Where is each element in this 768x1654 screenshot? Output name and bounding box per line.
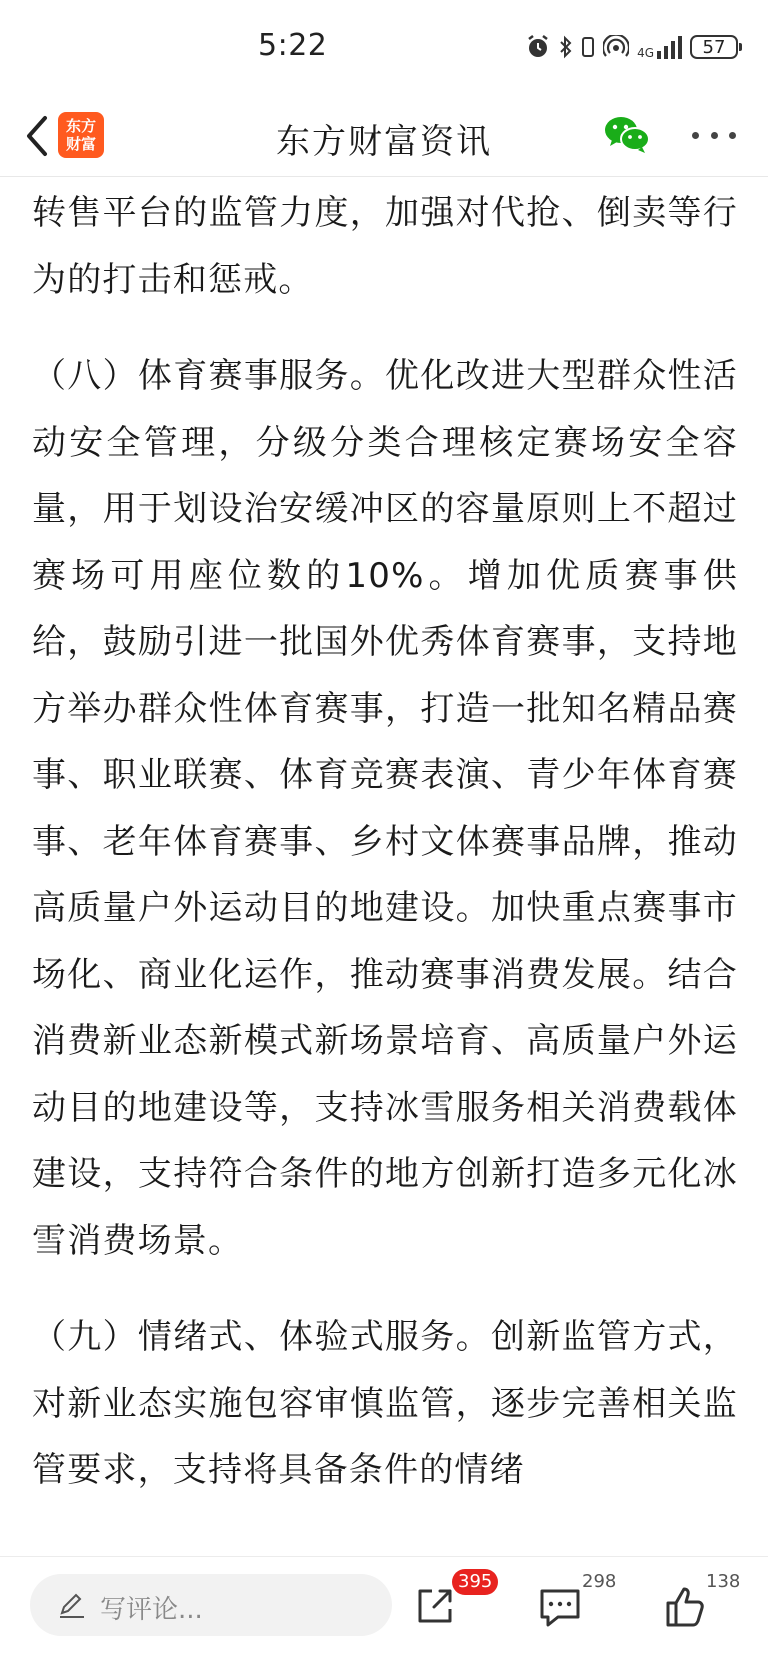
logo-line1: 东方 [65, 117, 96, 135]
share-icon [414, 1585, 456, 1627]
article-body [32, 180, 738, 1552]
comment-icon [538, 1585, 582, 1629]
like-button[interactable] [664, 1585, 708, 1629]
wechat-icon [604, 114, 650, 156]
comments-button[interactable] [538, 1585, 582, 1629]
alarm-icon [525, 34, 551, 60]
more-dot [729, 132, 736, 139]
battery-icon [690, 35, 738, 59]
thumbs-up-icon [664, 1585, 708, 1629]
share-button[interactable] [414, 1585, 456, 1627]
hotspot-icon [603, 35, 629, 59]
pencil-icon [58, 1591, 86, 1619]
status-icons [525, 30, 738, 64]
comment-count: 298 [582, 1571, 617, 1592]
network-label: 4G [637, 46, 654, 60]
signal-icon [637, 35, 682, 59]
status-bar [0, 0, 768, 96]
bluetooth-icon [559, 35, 573, 59]
article-paragraph: （八）体育赛事服务。优化改进大型群众性活动安全管理，分级分类合理核定赛场安全容量，用于划设治安缓冲区的容量原则上不超过赛场可用座位数的10%。增加优质赛事供给，鼓励引进一批国外优秀体育赛事，支持地方举办群众性体育赛事，打造一批知名精品赛事、职业联赛、体育竞赛表演、青少年体育赛事、老年体育赛事、乡村文体赛事品牌，推动高质量户外运动目的地建设。加快重点赛事市场化、商业化运作，推动赛事消费发展。结合消费新业态新模式新场景培育、高质量户外运动目的地建设等，支持冰雪服务相关消费载体建设，支持符合条件的地方创新打造多元化冰雪消费场景。 [32, 356, 738, 1261]
comment-placeholder: 写评论... [100, 1595, 203, 1625]
vibrate-icon [581, 35, 595, 59]
page-title: 东方财富资讯 [276, 122, 492, 162]
status-time: 5:22 [258, 28, 328, 63]
article-paragraph: 转售平台的监管力度，加强对代抢、倒卖等行为的打击和惩戒。 [32, 193, 738, 300]
logo-line2: 财富 [65, 135, 96, 153]
comment-input[interactable] [30, 1574, 392, 1636]
more-dot [692, 132, 699, 139]
wechat-share-button[interactable] [604, 114, 650, 156]
article-paragraph: （九）情绪式、体验式服务。创新监管方式，对新业态实施包容审慎监管，逐步完善相关监管要求，支持将具备条件的情绪 [32, 1317, 738, 1490]
more-button[interactable] [692, 122, 736, 148]
app-header [0, 96, 768, 177]
like-count: 138 [706, 1571, 741, 1592]
more-dot [711, 132, 718, 139]
share-count-badge: 395 [452, 1569, 498, 1595]
battery-level: 57 [702, 36, 726, 58]
bottom-action-bar [0, 1556, 768, 1654]
